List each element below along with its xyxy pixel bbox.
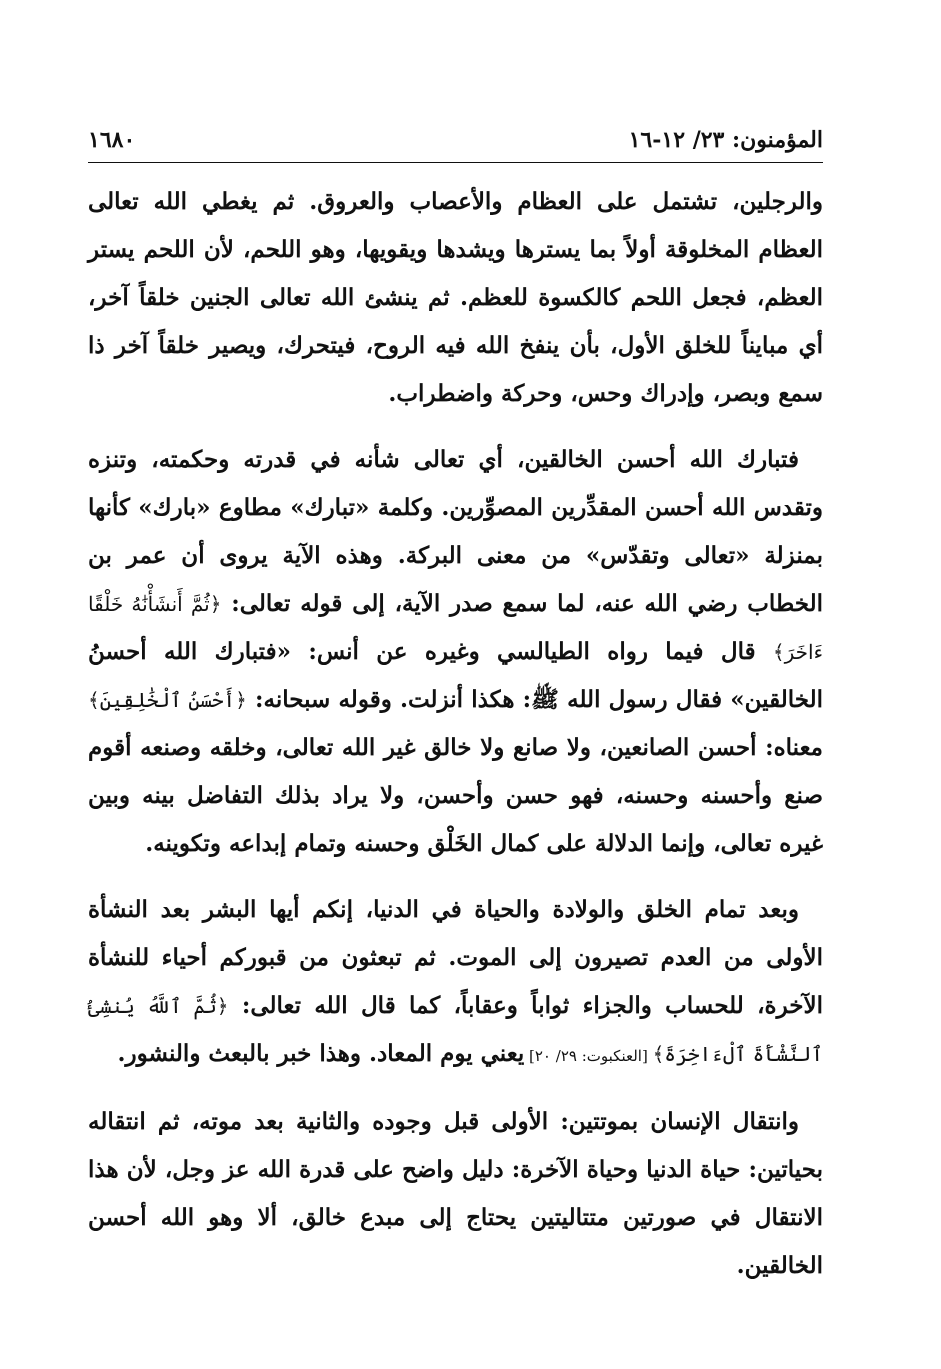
quran-verse-3: ﴿ثُمَّ ٱللَّهُ يُنشِئُ ٱلنَّشْأَةَ ٱلْءَاخِرَةَ﴾ <box>88 994 823 1066</box>
paragraph-3-text-a: وبعد تمام الخلق والولادة والحياة في الدنيا، إنكم أيها البشر بعد النشأة الأولى من العدم تصيرون إلى الموت. ثم تبعثون من قبوركم أحياء للنشأة الآخرة، للحساب والجزاء ثواباً وعقاباً، كما قال الله تعالى: <box>88 896 823 1019</box>
paragraph-3 <box>88 886 823 1080</box>
paragraph-2 <box>88 436 823 868</box>
paragraph-1: والرجلين، تشتمل على العظام والأعصاب والعروق. ثم يغطي الله تعالى العظام المخلوقة أولاً بما يسترها ويشدها ويقويها، وهو اللحم، لأن اللحم يستر العظم، فجعل اللحم كالكسوة للعظم. ثم ينشئ الله تعالى الجنين خلقاً آخر، أي مبايناً للخلق الأول، بأن ينفخ الله فيه الروح، فيتحرك، ويصير خلقاً آخر ذا سمع وبصر، وإدراك وحس، وحركة واضطراب. <box>88 188 823 407</box>
paragraph-3-text-b: يعني يوم المعاد. وهذا خبر بالبعث والنشور. <box>117 1040 525 1067</box>
surah-reference: المؤمنون: ٢٣/ ١٢-١٦ <box>628 127 823 153</box>
paragraph-4: وانتقال الإنسان بموتتين: الأولى قبل وجوده والثانية بعد موته، ثم انتقاله بحياتين: حياة الدنيا وحياة الآخرة: دليل واضح على قدرة الله عز وجل، لأن هذا الانتقال في صورتين متتاليتين يحتاج إلى مبدع خالق، ألا وهو الله أحسن الخالقين. <box>88 1108 823 1279</box>
verse-reference: [العنكبوت: ٢٩/ ٢٠] <box>524 1047 653 1065</box>
paragraph-2-text-c: معناه: أحسن الصانعين، ولا صانع ولا خالق غير الله تعالى، وخلقه وصنعه أقوم صنع وأحسنه وحسنه، فهو حسن وأحسن، ولا يراد بذلك التفاضل بينه وبين غيره تعالى، وإنما الدلالة على كمال الخَلْق وحسنه وتمام إبداعه وتكوينه. <box>88 734 823 857</box>
quran-verse-1: ﴿ثُمَّ أَنشَأْنَٰهُ خَلْقًا ءَاخَرَ﴾ <box>88 592 823 664</box>
paragraph-2-text-a: فتبارك الله أحسن الخالقين، أي تعالى شأنه في قدرته وحكمته، وتنزه وتقدس الله أحسن المقدِّرين المصوِّرين. وكلمة «تبارك» مطاوع «بارك» كأنها بمنزلة «تعالى وتقدّس» من معنى البركة. وهذه الآية يروى أن عمر بن الخطاب رضي الله عنه، لما سمع صدر الآية، إلى قوله تعالى: <box>88 446 823 617</box>
page-header <box>88 118 823 162</box>
quran-verse-2: ﴿أَحْسَنُ ٱلْخَٰلِقِينَ﴾ <box>88 688 247 712</box>
page-body <box>88 178 823 1290</box>
page-number: ١٦٨٠ <box>88 127 136 153</box>
header-rule <box>88 162 823 163</box>
paragraph-2-text-b: قال فيما رواه الطيالسي وغيره عن أنس: «فتبارك الله أحسنُ الخالقين» فقال رسول الله ﷺ: هكذا أنزلت. وقوله سبحانه: <box>88 638 823 713</box>
